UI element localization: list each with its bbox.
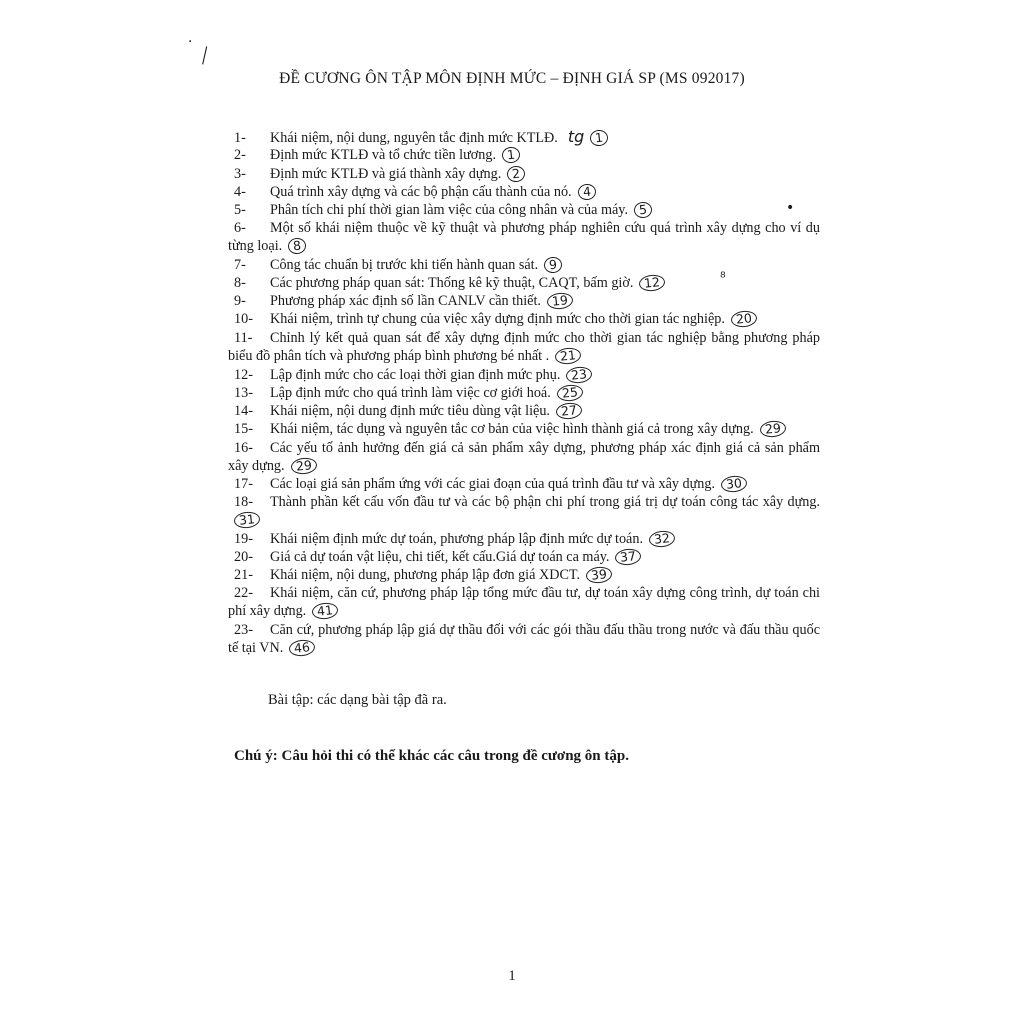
question-number: 9-: [234, 293, 246, 309]
question-number: 1-: [234, 130, 246, 146]
exam-warning: Chú ý: Câu hỏi thi có thể khác các câu trong đề cương ôn tập.: [234, 748, 629, 764]
question-number: 4-: [234, 184, 246, 200]
question-item: [228, 329, 820, 365]
question-number: 17-: [234, 476, 253, 492]
question-text: Phân tích chi phí thời gian làm việc của công nhân và của máy.: [270, 202, 629, 218]
question-number: 23-: [234, 622, 253, 638]
question-number: 13-: [234, 385, 253, 401]
handwritten-page-annotation: 46: [289, 639, 316, 658]
question-item: [228, 402, 820, 420]
handwritten-page-annotation: 8: [287, 237, 307, 255]
ink-dot: •: [786, 200, 795, 216]
handwritten-page-annotation: 12: [639, 274, 666, 293]
question-number: 22-: [234, 585, 253, 601]
question-number: 21-: [234, 567, 253, 583]
handwritten-page-annotation: 1: [589, 129, 609, 147]
question-item: [228, 146, 820, 164]
question-text: Khái niệm, nội dung định mức tiêu dùng vật liệu.: [270, 403, 550, 419]
handwritten-page-annotation: 21: [554, 347, 581, 366]
question-number: 8-: [234, 275, 246, 291]
question-text: Quá trình xây dựng và các bộ phận cấu thành của nó.: [270, 184, 572, 200]
question-text: Các phương pháp quan sát: Thống kê kỹ thuật, CAQT, bấm giờ.: [270, 275, 634, 291]
handwritten-page-annotation: 20: [730, 310, 757, 329]
question-text: Các loại giá sản phẩm ứng với các giai đoạn của quá trình đầu tư và xây dựng.: [270, 476, 716, 492]
handwritten-page-annotation: 9: [543, 256, 563, 274]
question-number: 20-: [234, 549, 253, 565]
question-item: [228, 201, 820, 219]
question-text: Lập định mức cho các loại thời gian định mức phụ.: [270, 367, 561, 383]
question-text: Khái niệm, tác dụng và nguyên tắc cơ bản của việc hình thành giá cả trong xây dựng.: [270, 421, 754, 437]
question-item: [228, 584, 820, 620]
question-number: 19-: [234, 531, 253, 547]
ink-mark: ⁸: [720, 270, 726, 286]
question-item: [228, 292, 820, 310]
question-item: [228, 420, 820, 438]
question-text: Phương pháp xác định số lần CANLV cần thiết.: [270, 293, 541, 309]
question-item: [228, 366, 820, 384]
question-item: [228, 128, 820, 147]
handwritten-page-annotation: 25: [556, 384, 583, 403]
handwritten-page-annotation: 2: [507, 165, 527, 183]
handwritten-page-annotation: 30: [720, 475, 747, 494]
handwritten-page-annotation: 37: [615, 548, 642, 567]
stray-mark: ·: [188, 34, 193, 50]
question-text: Giá cả dự toán vật liệu, chi tiết, kết cấu.Giá dự toán ca máy.: [270, 549, 610, 565]
question-item: [228, 548, 820, 566]
question-item: [228, 384, 820, 402]
question-number: 7-: [234, 257, 246, 273]
question-item: [228, 274, 820, 292]
handwritten-page-annotation: 19: [546, 292, 573, 311]
question-item: [228, 493, 820, 529]
question-item: [228, 219, 820, 255]
question-number: 16-: [234, 440, 253, 456]
handwritten-page-annotation: 5: [633, 201, 653, 219]
question-item: [228, 475, 820, 493]
question-text: Khái niệm định mức dự toán, phương pháp lập định mức dự toán.: [270, 531, 643, 547]
question-number: 3-: [234, 166, 246, 182]
question-text: Các yếu tố ảnh hưởng đến giá cả sản phẩm xây dựng, phương pháp xác định giá cả sản phẩm xây dựng.: [228, 440, 820, 474]
handwritten-page-annotation: 27: [555, 402, 582, 421]
question-text: Chỉnh lý kết quả quan sát để xây dựng định mức cho thời gian tác nghiệp bằng phương pháp biểu đồ phân tích và phương pháp bình phương bé nhất .: [228, 330, 820, 364]
handwritten-page-annotation: 41: [311, 602, 338, 621]
handwritten-page-annotation: 29: [759, 420, 786, 439]
question-item: [228, 621, 820, 657]
handwritten-page-annotation: 4: [577, 183, 597, 201]
question-item: [228, 165, 820, 183]
exercise-note: Bài tập: các dạng bài tập đã ra.: [268, 692, 447, 708]
question-text: Khái niệm, trình tự chung của việc xây dựng định mức cho thời gian tác nghiệp.: [270, 311, 725, 327]
question-number: 10-: [234, 311, 253, 327]
question-number: 11-: [234, 330, 253, 346]
question-number: 18-: [234, 494, 253, 510]
question-item: [228, 183, 820, 201]
page-number: 1: [508, 968, 516, 984]
question-number: 6-: [234, 220, 246, 236]
handwritten-page-annotation: 31: [233, 511, 260, 530]
question-number: 5-: [234, 202, 246, 218]
question-number: 12-: [234, 367, 253, 383]
question-text: Khái niệm, nội dung, phương pháp lập đơn giá XDCT.: [270, 567, 581, 583]
stray-pen-stroke: ╲: [195, 47, 213, 65]
question-text: Công tác chuẩn bị trước khi tiến hành quan sát.: [270, 257, 539, 273]
handwritten-page-annotation: 32: [648, 530, 675, 549]
handwritten-page-annotation: 29: [290, 457, 317, 476]
question-item: [228, 256, 820, 274]
question-text: Khái niệm, căn cứ, phương pháp lập tổng mức đầu tư, dự toán xây dựng công trình, dự toán chi phí xây dựng.: [228, 585, 820, 619]
question-number: 15-: [234, 421, 253, 437]
question-text: Căn cứ, phương pháp lập giá dự thầu đối với các gói thầu đấu thầu trong nước và đấu thầu quốc tế tại VN.: [228, 622, 820, 656]
handwritten-page-annotation: 23: [566, 366, 593, 385]
handwritten-page-annotation: 39: [585, 566, 612, 585]
question-number: 14-: [234, 403, 253, 419]
question-text: Lập định mức cho quá trình làm việc cơ giới hoá.: [270, 385, 551, 401]
document-title: ĐỀ CƯƠNG ÔN TẬP MÔN ĐỊNH MỨC – ĐỊNH GIÁ SP (MS 092017): [279, 70, 745, 87]
question-item: [228, 310, 820, 328]
question-text: Thành phần kết cấu vốn đầu tư và các bộ phận chi phí trong giá trị dự toán công tác xây dựng.: [270, 494, 820, 510]
handwritten-tag: tg: [567, 127, 585, 146]
handwritten-page-annotation: 1: [501, 146, 521, 164]
question-text: Khái niệm, nội dung, nguyên tắc định mức KTLĐ.: [270, 130, 558, 146]
question-item: [228, 530, 820, 548]
question-item: [228, 439, 820, 475]
question-text: Định mức KTLĐ và giá thành xây dựng.: [270, 166, 502, 182]
question-text: Một số khái niệm thuộc về kỹ thuật và phương pháp nghiên cứu quá trình xây dựng cho ví dụ từng loại.: [228, 220, 820, 254]
question-number: 2-: [234, 147, 246, 163]
question-text: Định mức KTLĐ và tổ chức tiền lương.: [270, 147, 496, 163]
question-item: [228, 566, 820, 584]
